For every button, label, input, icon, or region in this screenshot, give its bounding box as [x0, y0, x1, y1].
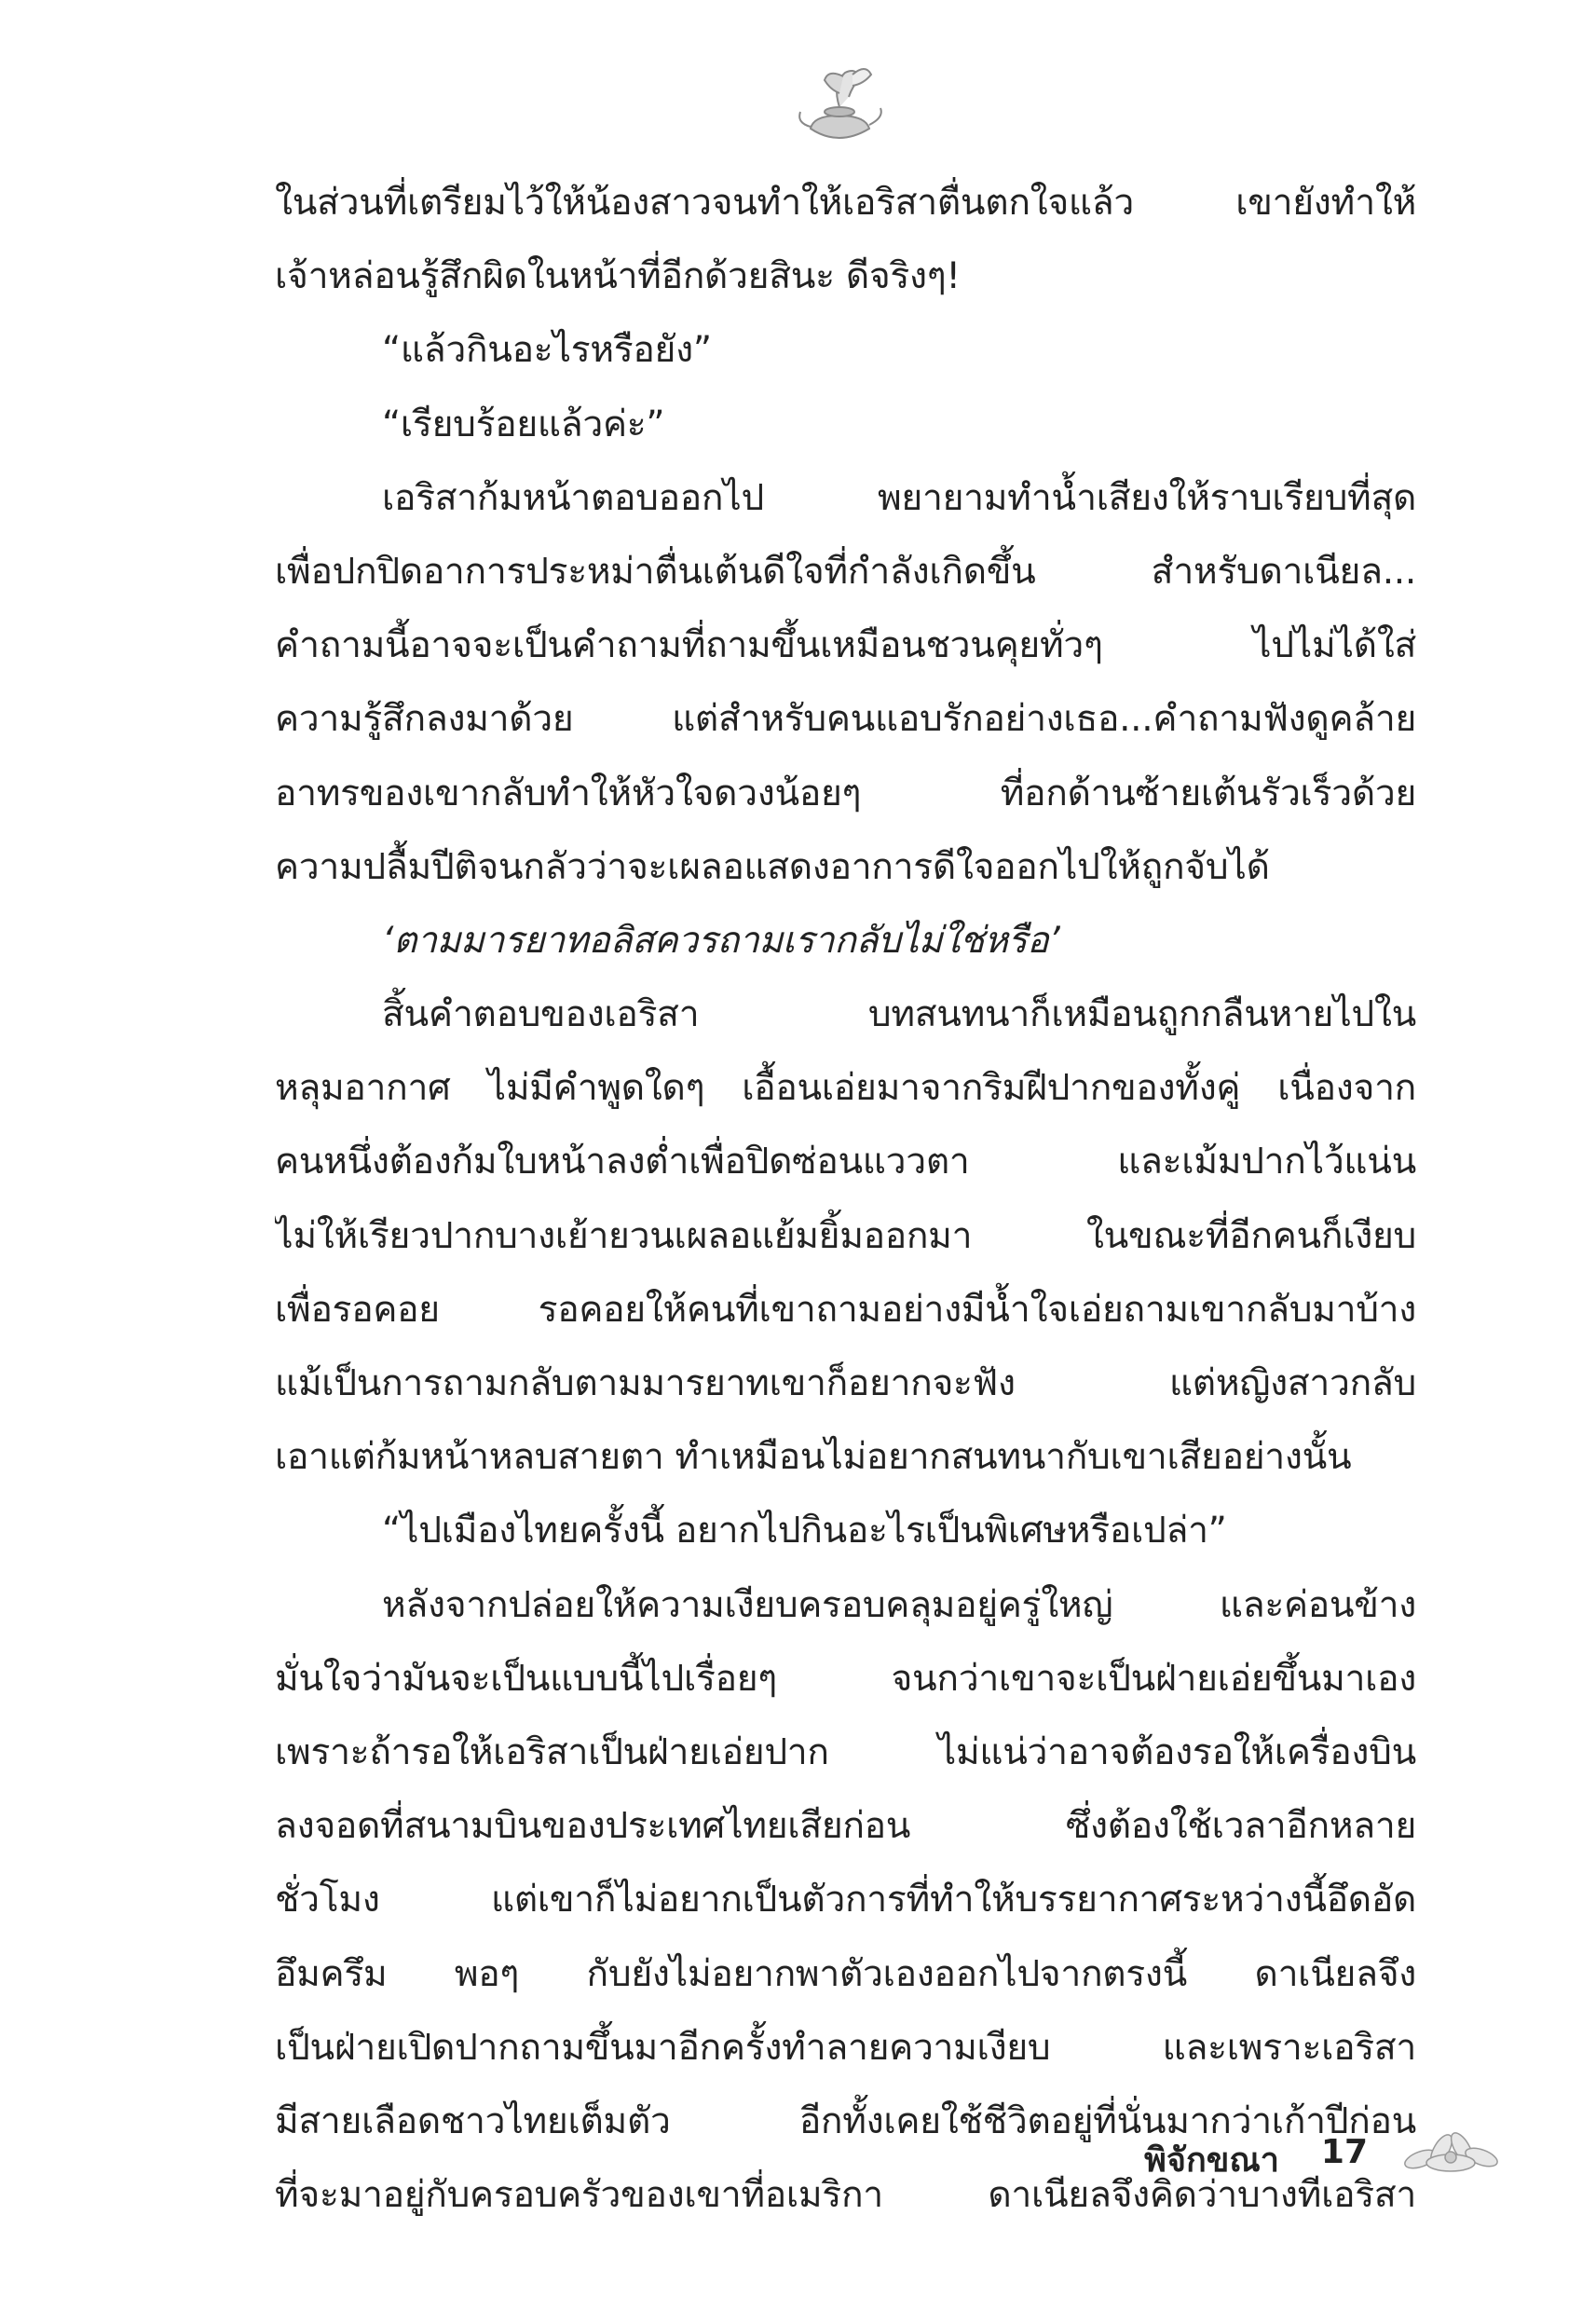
text-line: เอาแต่ก้มหน้าหลบสายตา ทำเหมือนไม่อยากสนทนากับเขาเสียอย่างนั้น	[275, 1436, 1352, 1479]
page-footer	[0, 2120, 1596, 2185]
text-line: สิ้นคำตอบของเอริสา บทสนทนาก็เหมือนถูกกลืนหายไปใน	[382, 993, 1416, 1036]
text-line: ที่จะมาอยู่กับครอบครัวของเขาที่อเมริกา ดาเนียลจึงคิดว่าบางทีเอริสา	[275, 2174, 1416, 2217]
text-line: แม้เป็นการถามกลับตามมารยาทเขาก็อยากจะฟัง แต่หญิงสาวกลับ	[275, 1362, 1416, 1404]
page-number: 17	[1320, 2133, 1368, 2171]
text-line: ไม่ให้เรียวปากบางเย้ายวนเผลอแย้มยิ้มออกมา ในขณะที่อีกคนก็เงียบ	[275, 1214, 1416, 1257]
text-line: อึมครึม พอๆ กับยังไม่อยากพาตัวเองออกไปจากตรงนี้ ดาเนียลจึง	[275, 1952, 1416, 1995]
text-line: มั่นใจว่ามันจะเป็นแบบนี้ไปเรื่อยๆ จนกว่าเขาจะเป็นฝ่ายเอ่ยขึ้นมาเอง	[275, 1657, 1416, 1700]
text-line: เพื่อปกปิดอาการประหม่าตื่นเต้นดีใจที่กำลังเกิดขึ้น สำหรับดาเนียล...	[275, 550, 1416, 593]
text-line: คำถามนี้อาจจะเป็นคำถามที่ถามขึ้นเหมือนชวนคุยทั่วๆ ไปไม่ได้ใส่	[275, 624, 1416, 667]
text-line: ชั่วโมง แต่เขาก็ไม่อยากเป็นตัวการที่ทำให้บรรยากาศระหว่างนี้อึดอัด	[275, 1879, 1416, 1921]
book-title: พิจักขณา	[1144, 2141, 1279, 2180]
text-line: ลงจอดที่สนามบินของประเทศไทยเสียก่อน ซึ่งต้องใช้เวลาอีกหลาย	[275, 1805, 1416, 1848]
text-line: หลังจากปล่อยให้ความเงียบครอบคลุมอยู่ครู่ใหญ่ และค่อนข้าง	[382, 1583, 1416, 1626]
text-line: เพื่อรอคอย รอคอยให้คนที่เขาถามอย่างมีน้ำใจเอ่ยถามเขากลับมาบ้าง	[275, 1288, 1416, 1331]
text-line: ความรู้สึกลงมาด้วย แต่สำหรับคนแอบรักอย่างเธอ...คำถามฟังดูคล้าย	[275, 698, 1416, 741]
text-line: เป็นฝ่ายเปิดปากถามขึ้นมาอีกครั้งทำลายความเงียบ และเพราะเอริสา	[275, 2026, 1416, 2069]
body-text	[275, 166, 1416, 2232]
text-line: เพราะถ้ารอให้เอริสาเป็นฝ่ายเอ่ยปาก ไม่แน่ว่าอาจต้องรอให้เครื่องบิน	[275, 1730, 1416, 1773]
text-line: เจ้าหล่อนรู้สึกผิดในหน้าที่อีกด้วยสินะ ดีจริงๆ!	[275, 255, 961, 298]
lotus-flower-icon	[1393, 2120, 1514, 2185]
text-line: “แล้วกินอะไรหรือยัง”	[382, 329, 712, 372]
text-line: เอริสาก้มหน้าตอบออกไป พยายามทำน้ำเสียงให้ราบเรียบที่สุด	[382, 476, 1416, 519]
text-line: “ไปเมืองไทยครั้งนี้ อยากไปกินอะไรเป็นพิเศษหรือเปล่า”	[382, 1510, 1227, 1552]
text-line: ‘ตามมารยาทอลิสควรถามเรากลับไม่ใช่หรือ’	[382, 919, 1060, 962]
text-line: อาทรของเขากลับทำให้หัวใจดวงน้อยๆ ที่อกด้านซ้ายเต้นรัวเร็วด้วย	[275, 772, 1416, 814]
text-line: ในส่วนที่เตรียมไว้ให้น้องสาวจนทำให้เอริสาตื่นตกใจแล้ว เขายังทำให้	[275, 182, 1416, 224]
text-line: หลุมอากาศ ไม่มีคำพูดใดๆ เอื้อนเอ่ยมาจากริมฝีปากของทั้งคู่ เนื่องจาก	[275, 1067, 1416, 1110]
teapot-flower-icon	[787, 56, 890, 158]
text-line: ความปลื้มปีติจนกลัวว่าจะเผลอแสดงอาการดีใจออกไปให้ถูกจับได้	[275, 845, 1270, 888]
text-line: มีสายเลือดชาวไทยเต็มตัว อีกทั้งเคยใช้ชีวิตอยู่ที่นั่นมากว่าเก้าปีก่อน	[275, 2099, 1416, 2142]
text-line: คนหนึ่งต้องก้มใบหน้าลงต่ำเพื่อปิดซ่อนแววตา และเม้มปากไว้แน่น	[275, 1141, 1416, 1183]
text-line: “เรียบร้อยแล้วค่ะ”	[382, 403, 665, 445]
